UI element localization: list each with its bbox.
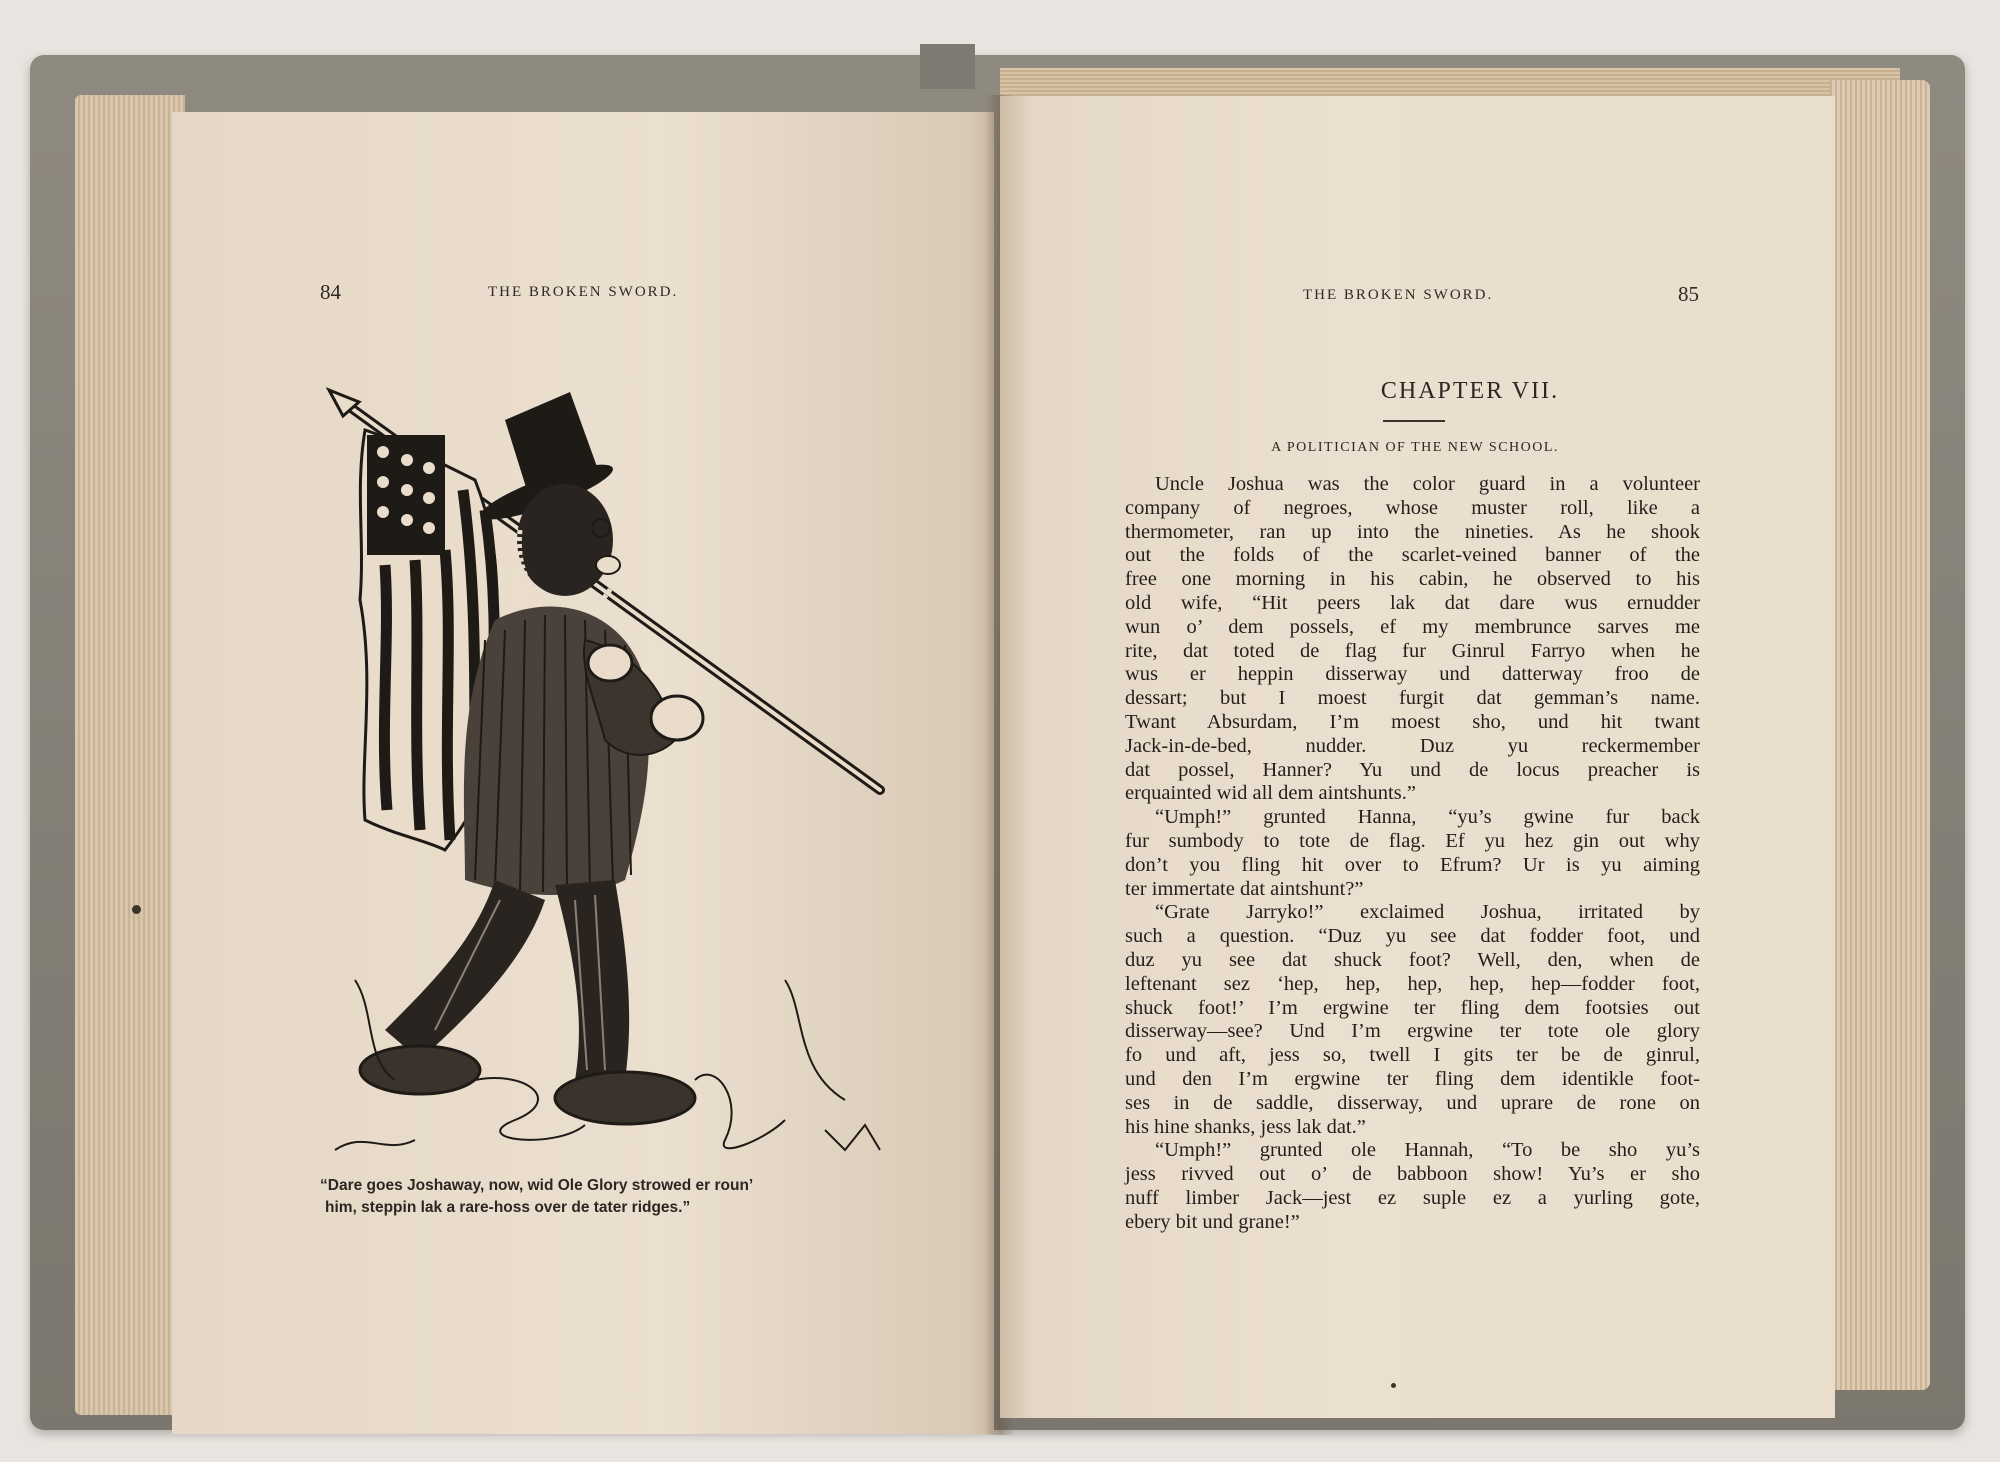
- chapter-rule: [1383, 420, 1445, 422]
- right-running-head: THE BROKEN SWORD.: [1303, 287, 1494, 303]
- text-line: shuck foot!’ I’m ergwine ter fling dem footsies out: [1125, 996, 1700, 1019]
- text-line: dat possel, Hanner? Yu und de locus preacher is: [1125, 758, 1700, 781]
- text-line: ebery bit und grane!”: [1125, 1210, 1300, 1233]
- chapter-body-text: [1125, 473, 1700, 1235]
- text-line: Twant Absurdam, I’m moest sho, und hit twant: [1125, 710, 1700, 733]
- text-line: wus er heppin disserway und datterway froo de: [1125, 663, 1700, 686]
- right-page-number: 85: [1678, 282, 1699, 306]
- text-line: dessart; but I moest furgit dat gemman’s name.: [1125, 687, 1700, 710]
- page-blemish: [132, 905, 141, 914]
- text-line: wun o’ dem possels, ef my membrunce sarves me: [1125, 615, 1700, 638]
- text-line: ter immertate dat aintshunt?”: [1125, 877, 1364, 900]
- text-line: Jack-in-de-bed, nudder. Duz yu reckermember: [1125, 734, 1700, 757]
- text-line: disserway—see? Und I’m ergwine ter tote ole glory: [1125, 1020, 1700, 1043]
- text-line: erquainted wid all dem aintshunts.”: [1125, 782, 1416, 805]
- left-running-head: THE BROKEN SWORD.: [488, 284, 679, 300]
- text-line: duz yu see dat shuck foot? Well, den, when de: [1125, 948, 1700, 971]
- flag-bearer-illustration: [325, 380, 895, 1170]
- text-line: ses in de saddle, disserway, und uprare de rone on: [1125, 1091, 1700, 1114]
- left-page-edges: [75, 95, 185, 1415]
- text-line: rite, dat toted de flag fur Ginrul Farryo when he: [1125, 639, 1700, 662]
- text-line: his hine shanks, jess lak dat.”: [1125, 1115, 1366, 1138]
- text-line: jess rivved out o’ de babboon show! Yu’s er sho: [1125, 1163, 1700, 1186]
- text-line: free one morning in his cabin, he observed to his: [1125, 568, 1700, 591]
- text-line: nuff limber Jack—jest ez suple ez a yurling gote,: [1125, 1186, 1700, 1209]
- caption-line-2: him, steppin lak a rare-hoss over de tater ridges.”: [325, 1199, 691, 1216]
- chapter-title: CHAPTER VII.: [1380, 378, 1560, 404]
- text-line: Uncle Joshua was the color guard in a volunteer: [1155, 473, 1700, 495]
- text-line: such a question. “Duz yu see dat fodder foot, und: [1125, 925, 1700, 948]
- text-line: thermometer, ran up into the nineties. As he shook: [1125, 520, 1700, 543]
- text-line: old wife, “Hit peers lak dat dare wus ernudder: [1125, 591, 1700, 614]
- text-line: company of negroes, whose muster roll, like a: [1125, 496, 1700, 519]
- caption-line-1: “Dare goes Joshaway, now, wid Ole Glory strowed er roun’: [320, 1177, 754, 1194]
- text-line: und den I’m ergwine ter fling dem identikle foot-: [1125, 1067, 1700, 1090]
- page-blemish: [1391, 1383, 1396, 1388]
- right-page-edges: [1830, 80, 1930, 1390]
- text-line: “Umph!” grunted Hanna, “yu’s gwine fur back: [1155, 806, 1700, 829]
- illustration-caption: [320, 1175, 880, 1219]
- text-line: out the folds of the scarlet-veined banner of the: [1125, 544, 1700, 567]
- text-line: “Umph!” grunted ole Hannah, “To be sho yu’s: [1155, 1139, 1700, 1162]
- left-page-number: 84: [320, 280, 341, 304]
- text-line: fo und aft, jess so, twell I gits ter be de ginrul,: [1125, 1044, 1700, 1067]
- text-line: fur sumbody to tote de flag. Ef yu hez gin out why: [1125, 829, 1700, 852]
- text-line: don’t you fling hit over to Efrum? Ur is yu aiming: [1125, 853, 1700, 876]
- spine-fold: [920, 44, 975, 89]
- chapter-subtitle: A POLITICIAN OF THE NEW SCHOOL.: [1271, 440, 1559, 455]
- text-line: “Grate Jarryko!” exclaimed Joshua, irritated by: [1155, 901, 1700, 924]
- top-page-edges: [1000, 68, 1900, 96]
- text-line: leftenant sez ‘hep, hep, hep, hep, hep—fodder foot,: [1125, 972, 1700, 995]
